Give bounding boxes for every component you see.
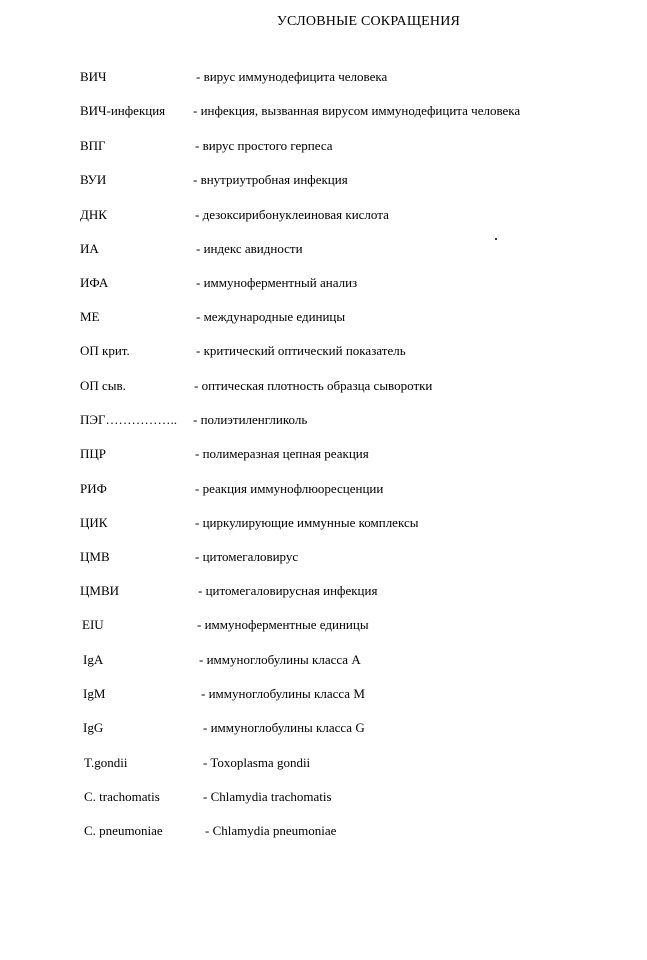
abbreviation-row [0, 207, 647, 225]
abbreviation-definition: - международные единицы [196, 309, 346, 324]
abbreviation-term: IgM [83, 686, 106, 701]
abbreviation-term: C. pneumoniae [84, 823, 163, 838]
abbreviation-term: РИФ [80, 481, 107, 496]
abbreviation-term: IgA [83, 652, 104, 667]
abbreviation-row [0, 412, 647, 430]
abbreviation-row [0, 103, 647, 121]
abbreviation-definition: - Chlamydia trachomatis [203, 789, 332, 804]
abbreviation-term: ИФА [80, 275, 109, 290]
abbreviation-definition: - реакция иммунофлюоресценции [195, 481, 384, 496]
abbreviation-row [0, 652, 647, 670]
abbreviation-row [0, 583, 647, 601]
abbreviation-definition: - циркулирующие иммунные комплексы [195, 515, 419, 530]
abbreviation-row [0, 823, 647, 841]
abbreviation-term: ИА [80, 241, 99, 256]
abbreviation-term: ВИЧ [80, 69, 107, 84]
abbreviation-definition: - цитомегаловирусная инфекция [198, 583, 378, 598]
abbreviation-definition: - вирус иммунодефицита человека [196, 69, 388, 84]
abbreviation-definition: - полиэтиленгликоль [193, 412, 308, 427]
abbreviation-term: C. trachomatis [84, 789, 160, 804]
abbreviation-definition: - внутриутробная инфекция [193, 172, 348, 187]
abbreviation-row [0, 481, 647, 499]
abbreviation-definition: - критический оптический показатель [196, 343, 406, 358]
abbreviation-row [0, 138, 647, 156]
abbreviation-row [0, 446, 647, 464]
abbreviation-definition: - дезоксирибонуклеиновая кислота [195, 207, 389, 222]
abbreviation-term: МЕ [80, 309, 100, 324]
abbreviation-row [0, 515, 647, 533]
abbreviation-term: T.gondii [84, 755, 128, 770]
abbreviation-row [0, 720, 647, 738]
abbreviation-definition: - индекс авидности [196, 241, 303, 256]
abbreviation-term: ПЦР [80, 446, 107, 461]
abbreviation-row [0, 789, 647, 807]
abbreviation-row [0, 378, 647, 396]
abbreviation-term: ВИЧ-инфекция [80, 103, 166, 118]
abbreviation-row [0, 343, 647, 361]
abbreviation-term: ЦМВИ [80, 583, 120, 598]
abbreviation-term: ВПГ [80, 138, 106, 153]
page-title: УСЛОВНЫЕ СОКРАЩЕНИЯ [276, 14, 461, 29]
abbreviation-definition: - иммуноглобулины класса А [199, 652, 361, 667]
abbreviation-term: ОП сыв. [80, 378, 126, 393]
abbreviation-definition: - Toxoplasma gondii [203, 755, 311, 770]
abbreviation-definition: - иммуноглобулины класса G [203, 720, 365, 735]
abbreviation-term: ВУИ [80, 172, 107, 187]
abbreviation-term: IgG [83, 720, 104, 735]
abbreviation-definition: - Chlamydia pneumoniae [205, 823, 337, 838]
abbreviation-term: ПЭГ…………….. [80, 412, 177, 427]
abbreviation-term: ДНК [80, 207, 107, 222]
abbreviation-row [0, 617, 647, 635]
abbreviation-row [0, 309, 647, 327]
abbreviation-row [0, 275, 647, 293]
abbreviation-row [0, 172, 647, 190]
abbreviation-definition: - оптическая плотность образца сыворотки [194, 378, 433, 393]
abbreviation-row [0, 755, 647, 773]
abbreviation-definition: - цитомегаловирус [195, 549, 299, 564]
scan-speck [495, 238, 497, 240]
abbreviation-term: EIU [82, 617, 104, 632]
abbreviation-definition: - вирус простого герпеса [195, 138, 333, 153]
abbreviation-term: ЦИК [80, 515, 108, 530]
abbreviation-row [0, 549, 647, 567]
abbreviation-row [0, 241, 647, 259]
abbreviation-row [0, 686, 647, 704]
abbreviation-definition: - иммуноглобулины класса М [201, 686, 365, 701]
abbreviation-term: ОП крит. [80, 343, 130, 358]
abbreviation-row [0, 69, 647, 87]
abbreviation-definition: - полимеразная цепная реакция [195, 446, 369, 461]
abbreviation-definition: - иммуноферментные единицы [197, 617, 369, 632]
abbreviation-term: ЦМВ [80, 549, 110, 564]
abbreviation-definition: - инфекция, вызванная вирусом иммунодефицита человека [193, 103, 521, 118]
abbreviation-definition: - иммуноферментный анализ [196, 275, 358, 290]
